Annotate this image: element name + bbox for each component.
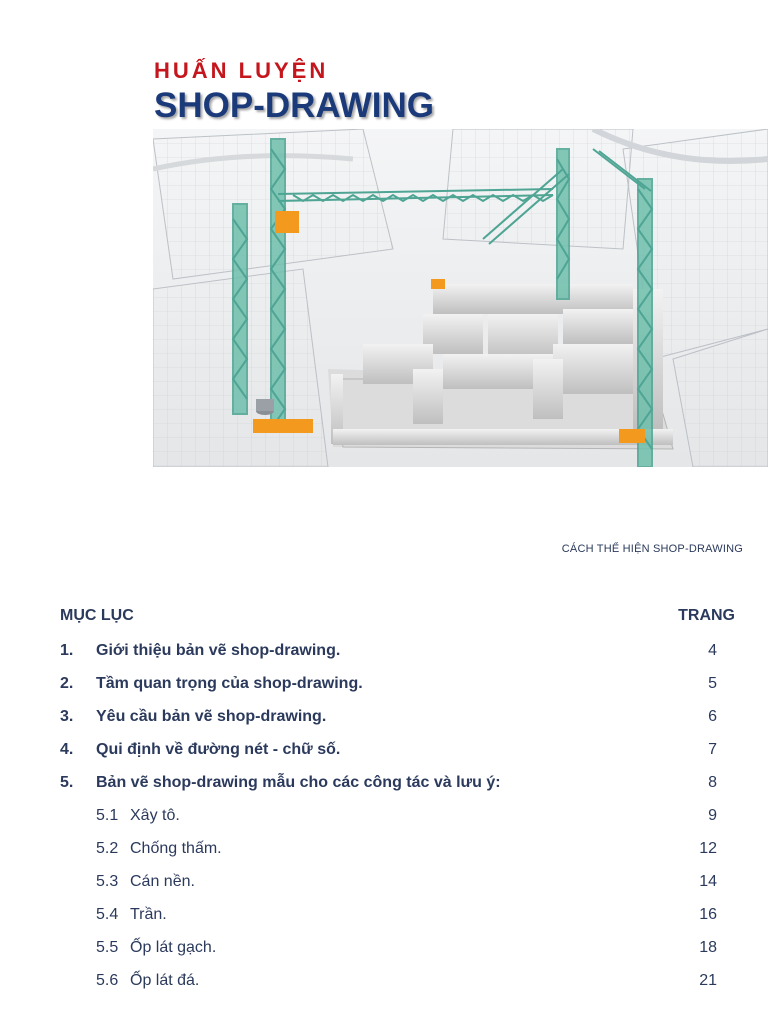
toc-item-label: Yêu cầu bản vẽ shop-drawing. [96,708,327,725]
toc-heading: MỤC LỤC [60,607,134,624]
toc-subitem[interactable] [60,904,740,937]
toc-item-number: 3. [60,708,74,725]
toc-subitem-page: 16 [699,906,717,923]
table-of-contents [60,640,740,1003]
toc-subitem-number: 5.5 [96,939,119,956]
toc-item-label: Qui định về đường nét - chữ số. [96,741,341,758]
toc-subitem-number: 5.2 [96,840,119,857]
toc-item-page: 6 [708,708,717,725]
construction-cranes-icon [153,129,768,467]
toc-subitem-page: 21 [699,972,717,989]
toc-subitem-label: Ốp lát gạch. [130,939,217,956]
toc-subitem-label: Xây tô. [130,807,180,824]
toc-subitem-label: Cán nền. [130,873,195,890]
toc-subitem-label: Ốp lát đá. [130,972,200,989]
toc-item-page: 5 [708,675,717,692]
page-title: SHOP-DRAWING [154,86,434,125]
toc-subitem-page: 14 [699,873,717,890]
toc-subitem[interactable] [60,871,740,904]
toc-item-label: Tầm quan trọng của shop-drawing. [96,675,363,692]
toc-item[interactable] [60,772,740,805]
toc-header [60,607,735,629]
toc-subitem-label: Chống thấm. [130,840,222,857]
toc-subitem-page: 12 [699,840,717,857]
kicker-title: HUẤN LUYỆN [154,58,329,83]
document-subtitle: CÁCH THỂ HIỆN SHOP-DRAWING [561,543,743,555]
toc-item-label: Bản vẽ shop-drawing mẫu cho các công tác và lưu ý: [96,774,501,791]
toc-item[interactable] [60,706,740,739]
cover-image [153,129,768,467]
toc-item[interactable] [60,739,740,772]
toc-subitem-number: 5.3 [96,873,119,890]
toc-item-number: 1. [60,642,74,659]
toc-item-number: 4. [60,741,74,758]
toc-item[interactable] [60,640,740,673]
toc-subitem-page: 9 [708,807,717,824]
toc-subitem[interactable] [60,805,740,838]
toc-subitem[interactable] [60,970,740,1003]
toc-item-page: 4 [708,642,717,659]
toc-item-number: 2. [60,675,74,692]
toc-item[interactable] [60,673,740,706]
toc-item-page: 7 [708,741,717,758]
toc-subitem-number: 5.1 [96,807,119,824]
toc-subitem-number: 5.4 [96,906,119,923]
toc-item-page: 8 [708,774,717,791]
toc-subitem[interactable] [60,937,740,970]
toc-item-label: Giới thiệu bản vẽ shop-drawing. [96,642,341,659]
toc-subitem-number: 5.6 [96,972,119,989]
toc-item-number: 5. [60,774,74,791]
toc-subitem-label: Trần. [130,906,167,923]
toc-subitem[interactable] [60,838,740,871]
toc-subitem-page: 18 [699,939,717,956]
toc-page-heading: TRANG [678,607,735,624]
